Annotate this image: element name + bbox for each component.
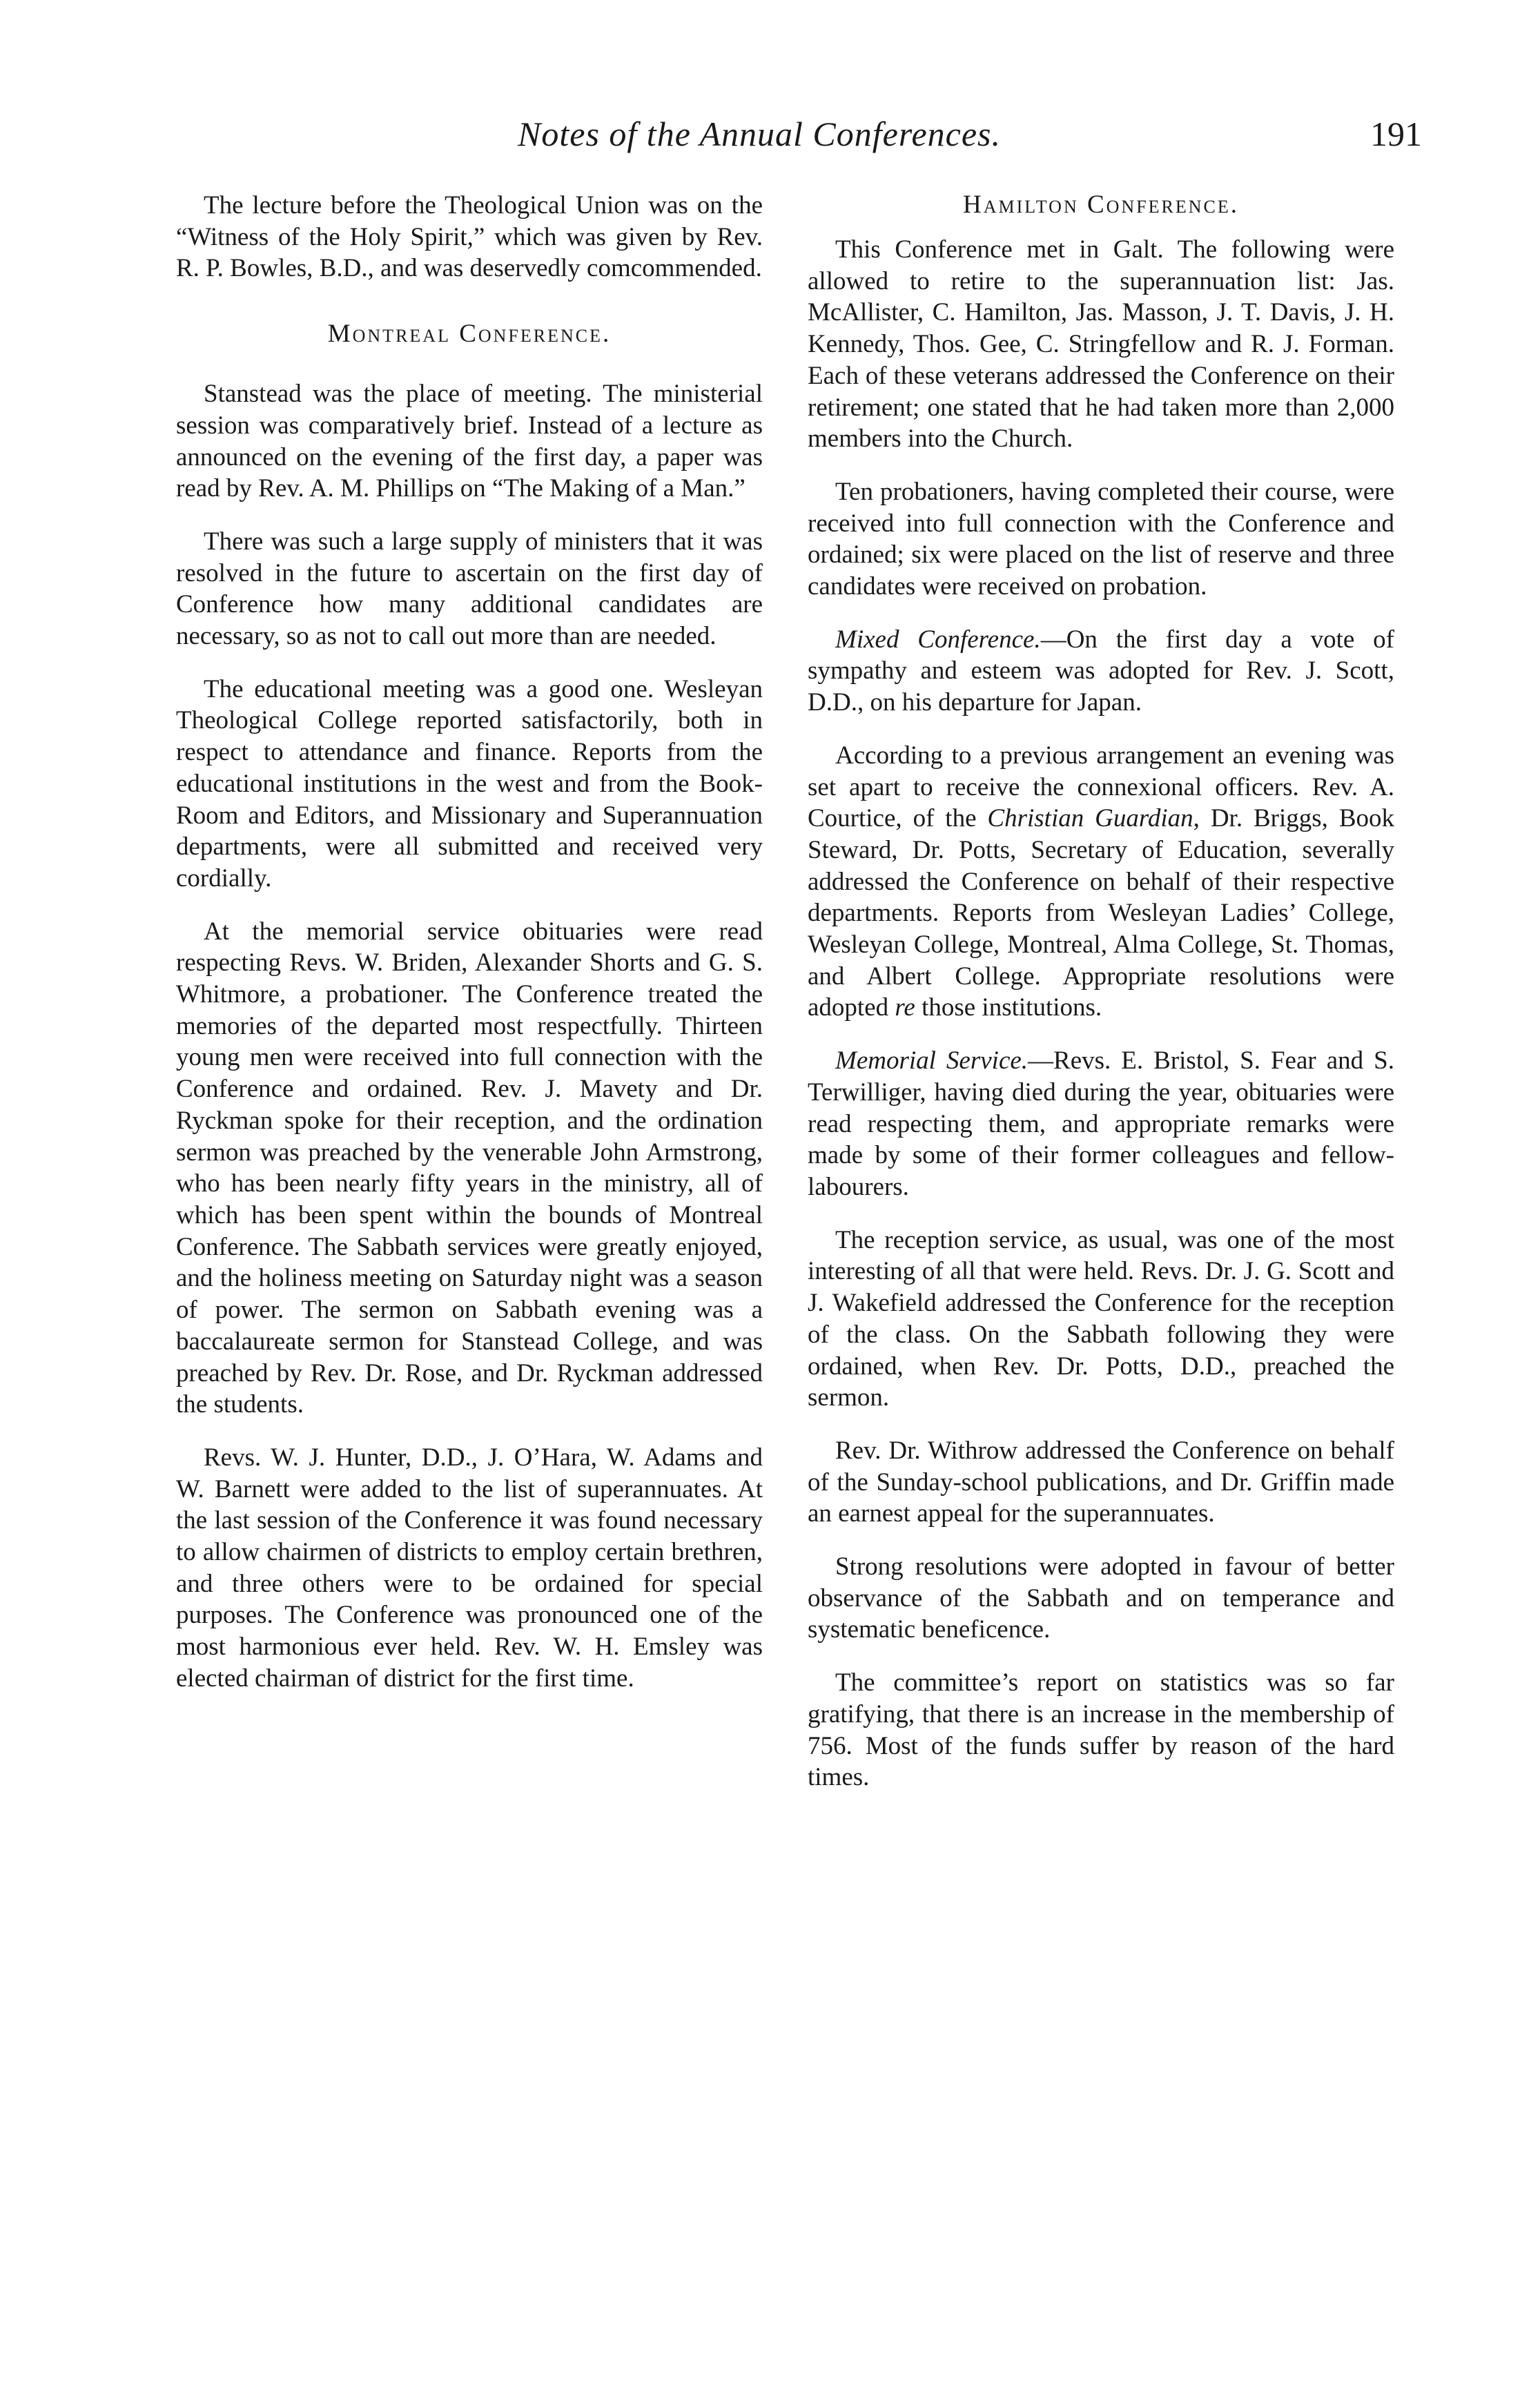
paragraph: Strong resolutions were adopted in favour of better observance of the Sabbath and on temperance and systematic beneficence. <box>808 1552 1394 1644</box>
paragraph-text: —On the first day a vote of sympathy and esteem was adopted for Rev. J. Scott, D.D., on his departure for Japan. <box>808 625 1394 717</box>
paragraph: This Conference met in Galt. The following were allowed to retire to the superannuation list: Jas. McAllister, C. Hamilton, Jas. Masson, J. T. Davis, J. H. Kennedy, Thos. Gee, C. Stringfellow and R. J. Forman. Each of these veterans addressed the Conference on their retirement; one stated that he had taken more than 2,000 members into the Church. <box>808 235 1394 454</box>
paragraph-text: , Dr. Briggs, Book Steward, Dr. Potts, Secretary of Education, severally addressed the Conference on behalf of their respective departments. Reports from Wesleyan Ladies’ College, Wesleyan College, Montreal, Alma College, St. Thomas, and Albert College. Appropriate resolutions were adopted <box>808 804 1395 1022</box>
paragraph: Ten probationers, having completed their course, were received into full connection with the Conference and ordained; six were placed on the list of reserve and three candidates were received on probation. <box>808 477 1394 601</box>
paragraph: The educational meeting was a good one. Wesleyan Theological College reported satisfactorily, both in respect to attendance and finance. Reports from the educational institutions in the west and from the Book-Room and Editors, and Missionary and Superannuation departments, were all submitted and received very cordially. <box>176 674 763 893</box>
paragraph: There was such a large supply of ministers that it was resolved in the future to ascertain on the first day of Conference how many additional candidates are necessary, so as not to call out more than are needed. <box>176 527 763 651</box>
left-column <box>176 190 763 1716</box>
section-heading-hamilton: Hamilton Conference. <box>962 191 1240 219</box>
paragraph: Revs. W. J. Hunter, D.D., J. O’Hara, W. Adams and W. Barnett were added to the list of superannuates. At the last session of the Conference it was found necessary to allow chairmen of districts to employ certain brethren, and three others were to be ordained for special purposes. The Conference was pronounced one of the most harmonious ever held. Rev. W. H. Emsley was elected chairman of district for the first time. <box>176 1443 763 1693</box>
run-in-heading: Memorial Service. <box>835 1046 1029 1075</box>
paragraph: The committee’s report on statistics was so far gratifying, that there is an increase in the membership of 756. Most of the funds suffer by reason of the hard times. <box>808 1668 1394 1792</box>
paragraph: The lecture before the Theological Union was on the “Witness of the Holy Spirit,” which was given by Rev. R. P. Bowles, B.D., and was deservedly comcommended. <box>176 191 763 283</box>
publication-title: Christian Guardian <box>987 804 1193 833</box>
paragraph-memorial-service <box>808 1045 1394 1203</box>
paragraph-text: According to a previous arrangement an evening was set apart to receive the connexional officers. Rev. A. Courtice, of the <box>808 741 1394 833</box>
paragraph-text: —Revs. E. Bristol, S. Fear and S. Terwilliger, having died during the year, obituaries were read respecting them, and appropriate remarks were made by some of their former colleagues and fellow-labourers. <box>808 1046 1394 1201</box>
right-column <box>808 190 1394 1815</box>
italic-word: re <box>895 993 915 1022</box>
page-number: 191 <box>1370 115 1422 153</box>
section-heading-montreal: Montreal Conference. <box>327 320 612 349</box>
paragraph-connexional-officers <box>808 740 1394 1024</box>
paragraph: The reception service, as usual, was one of the most interesting of all that were held. Revs. Dr. J. G. Scott and J. Wakefield addressed the Conference for the reception of the class. On the Sabbath following they were ordained, when Rev. Dr. Potts, D.D., preached the sermon. <box>808 1225 1394 1412</box>
paragraph-text: those institutions. <box>915 993 1102 1022</box>
paragraph: At the memorial service obituaries were read respecting Revs. W. Briden, Alexander Shorts and G. S. Whitmore, a probationer. The Conference treated the memories of the departed most respectfully. Thirteen young men were received into full connection with the Conference and ordained. Rev. J. Mavety and Dr. Ryckman spoke for their reception, and the ordination sermon was preached by the venerable John Armstrong, who has been nearly fifty years in the ministry, all of which has been spent within the bounds of Montreal Conference. The Sabbath services were greatly enjoyed, and the holiness meeting on Saturday night was a season of power. The sermon on Sabbath evening was a baccalaureate sermon for Stanstead College, and was preached by Rev. Dr. Rose, and Dr. Ryckman addressed the students. <box>176 917 763 1419</box>
run-in-heading: Mixed Conference. <box>835 625 1041 654</box>
paragraph: Stanstead was the place of meeting. The ministerial session was comparatively brief. Instead of a lecture as announced on the evening of the first day, a paper was read by Rev. A. M. Phillips on “The Making of a Man.” <box>176 380 763 503</box>
running-header-title: Notes of the Annual Conferences. <box>518 115 1001 153</box>
paragraph: Rev. Dr. Withrow addressed the Conference on behalf of the Sunday-school publications, and Dr. Griffin made an earnest appeal for the superannuates. <box>808 1436 1394 1528</box>
paragraph-mixed-conference <box>808 624 1394 719</box>
